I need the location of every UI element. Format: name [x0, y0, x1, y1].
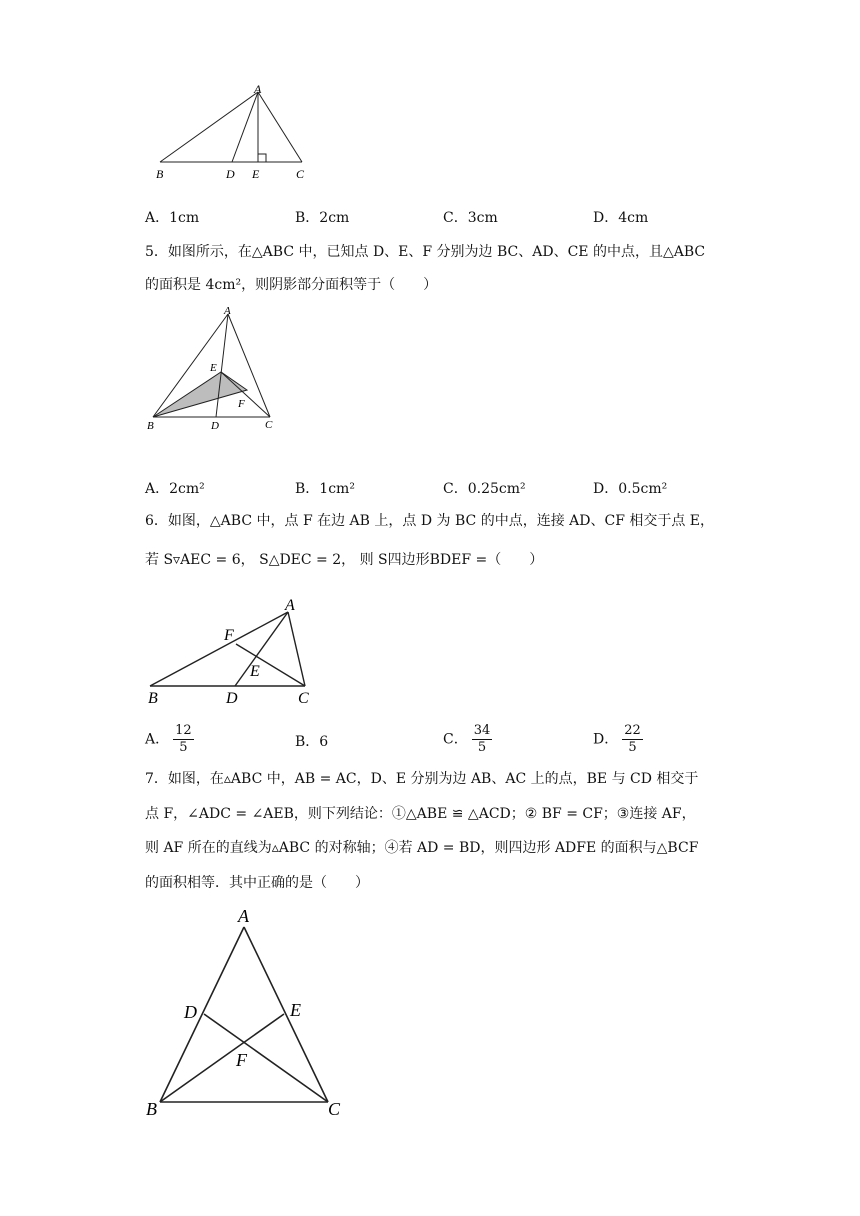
q6-label-A: A: [285, 597, 295, 614]
q6-stem-line2: 若 S▿AEC = 6， S△DEC = 2， 则 S四边形BDEF =（ ）: [145, 552, 544, 568]
q6-stem-line1: 6．如图，△ABC 中，点 F 在边 AB 上，点 D 为 BC 的中点，连接 AD、CF 相交于点 E，: [145, 513, 715, 529]
q5-option-a[interactable]: A．2cm²: [145, 481, 205, 497]
q7-label-D: D: [184, 1002, 197, 1022]
q7-stem-line4: 的面积相等．其中正确的是（ ）: [145, 875, 369, 891]
q7-stem-line1: 7．如图，在▵ABC 中，AB = AC，D、E 分别为边 AB、AC 上的点，BE 与 CD 相交于: [145, 771, 699, 787]
q6-option-a-fraction: $\frac{12}{5}$: [175, 723, 192, 755]
q5-option-d[interactable]: D．0.5cm²: [593, 481, 668, 497]
q4-label-E: E: [252, 167, 260, 181]
q7-stem-line3: 则 AF 所在的直线为▵ABC 的对称轴；④若 AD = BD，则四边形 ADFE 的面积与△BCF: [145, 840, 699, 856]
q4-label-B: B: [156, 167, 164, 181]
q4-label-C: C: [296, 167, 305, 181]
q7-label-A: A: [238, 906, 249, 926]
q5-stem-line2: 的面积是 4cm²，则阴影部分面积等于（ ）: [145, 277, 438, 293]
q6-option-c[interactable]: C． $\frac{34}{5}$: [443, 723, 491, 755]
q4-label-D: D: [226, 167, 235, 181]
q4-option-b[interactable]: B．2cm: [295, 210, 350, 226]
q7-label-B: B: [146, 1099, 157, 1119]
q5-label-D: D: [211, 420, 219, 432]
q4-figure: [140, 80, 320, 185]
q5-stem-line1: 5．如图所示，在△ABC 中，已知点 D、E、F 分别为边 BC、AD、CE 的中点，且△ABC: [145, 244, 706, 260]
q6-option-b[interactable]: B．6: [295, 734, 329, 750]
q6-label-B: B: [148, 690, 158, 707]
q6-label-C: C: [298, 690, 309, 707]
q6-option-c-fraction: $\frac{34}{5}$: [473, 723, 491, 755]
q5-label-E: E: [210, 362, 217, 374]
q6-figure: [140, 590, 340, 710]
q7-stem-line2: 点 F，∠ADC = ∠AEB，则下列结论：①△ABE ≌ △ACD；② BF = CF；③连接 AF，: [145, 806, 696, 822]
q6-label-E: E: [250, 663, 260, 680]
q6-label-D: D: [226, 690, 238, 707]
q6-label-F: F: [224, 627, 234, 644]
q6-option-d[interactable]: D． $\frac{22}{5}$: [593, 723, 641, 755]
q4-option-c[interactable]: C．3cm: [443, 210, 498, 226]
q7-figure: [140, 900, 360, 1125]
q5-label-F: F: [238, 398, 245, 410]
q5-label-B: B: [147, 420, 154, 432]
q4-label-A: A: [254, 82, 262, 96]
q6-option-d-fraction: $\frac{22}{5}$: [624, 723, 641, 755]
q5-figure: [140, 300, 300, 440]
q5-label-A: A: [224, 305, 231, 317]
q7-label-F: F: [236, 1050, 247, 1070]
q4-option-a[interactable]: A．1cm: [145, 210, 200, 226]
q5-option-c[interactable]: C．0.25cm²: [443, 481, 526, 497]
q5-option-b[interactable]: B．1cm²: [295, 481, 355, 497]
q7-label-C: C: [328, 1099, 341, 1119]
q7-label-E: E: [290, 1000, 301, 1020]
q5-label-C: C: [265, 419, 273, 431]
q4-option-d[interactable]: D．4cm: [593, 210, 649, 226]
q6-option-a[interactable]: A． $\frac{12}{5}$: [145, 723, 192, 755]
